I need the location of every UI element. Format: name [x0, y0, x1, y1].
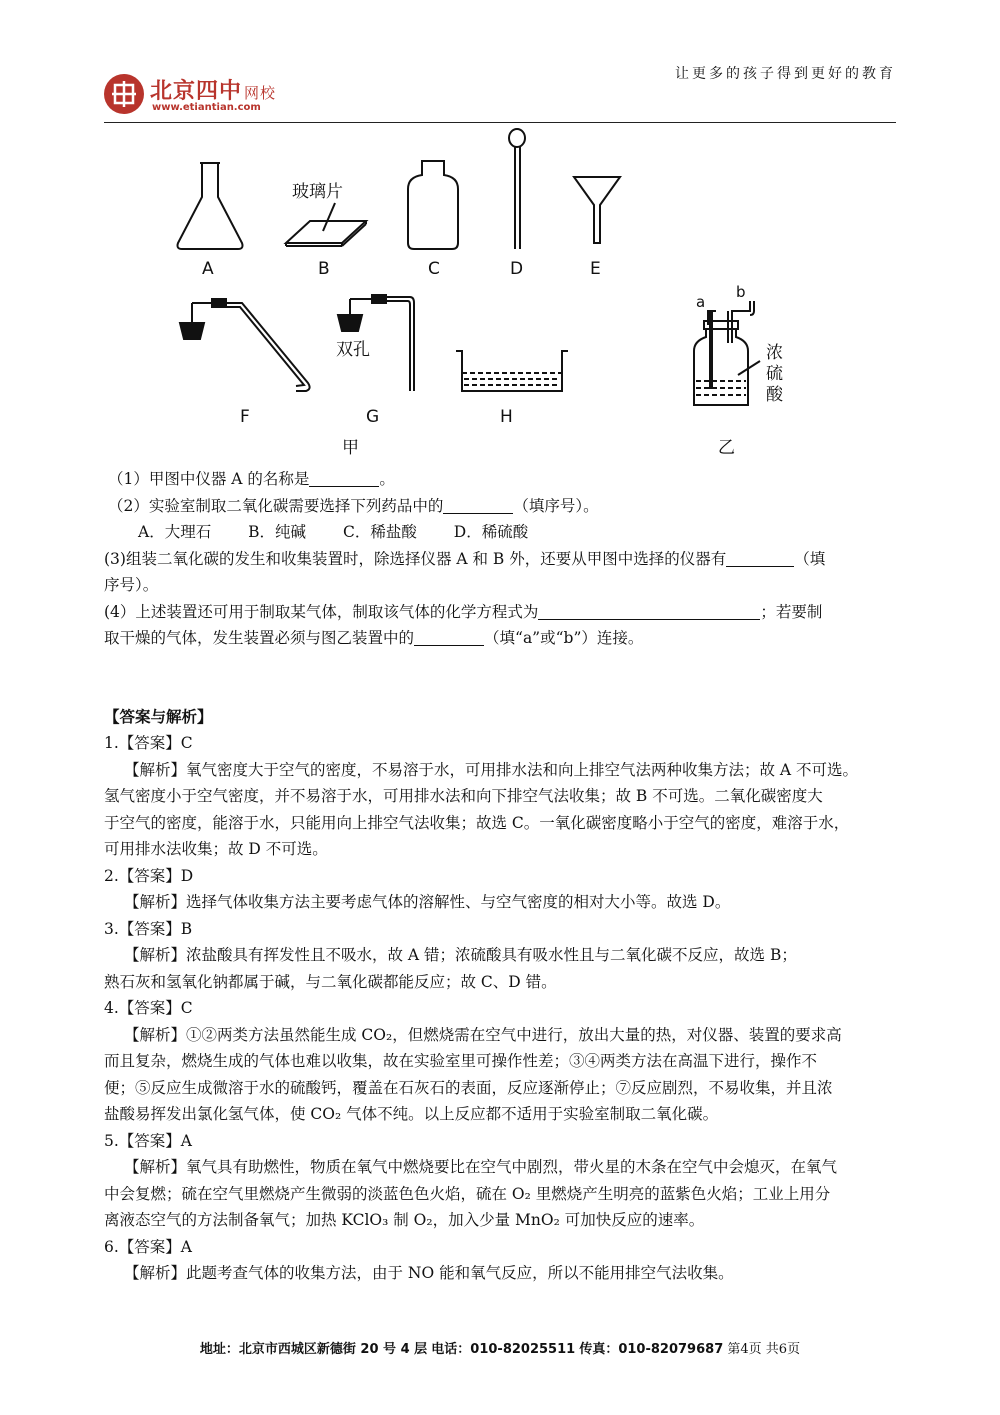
- label-e: E: [590, 259, 601, 279]
- stopper-bent-tube-icon: [180, 299, 310, 391]
- footer-page-number: 第4页 共6页: [727, 1342, 801, 1357]
- option-c: C．稀盐酸: [342, 523, 417, 541]
- option-a: A．大理石: [138, 523, 212, 541]
- answer-line: 熟石灰和氢氧化钠都属于碱，与二氧化碳都能反应；故 C、D 错。: [104, 972, 557, 991]
- answer-line: 而且复杂，燃烧生成的气体也难以收集，故在实验室里可操作性差；③④两类方法在高温下进行，操作不: [104, 1052, 818, 1070]
- option-b: B．纯碱: [248, 523, 307, 541]
- answer-blank[interactable]: [726, 548, 794, 567]
- label-b: B: [318, 259, 330, 279]
- footer-phone: 电话：010-82025511: [431, 1342, 576, 1357]
- answer-line: 便；⑤反应生成微溶于水的硫酸钙，覆盖在石灰石的表面，反应逐渐停止；⑦反应剧烈，不易收集，并且浓: [104, 1078, 833, 1097]
- gas-bottle-icon: [408, 161, 458, 249]
- answer-line: 2.【答案】D: [104, 866, 194, 885]
- label-glass-plate: 玻璃片: [292, 182, 343, 202]
- answer-line: 可用排水法收集；故 D 不可选。: [104, 840, 328, 858]
- header-divider: [104, 122, 896, 123]
- question-4-cont: 取干燥的气体，发生装置必须与图乙装置中的 （填“a”或“b”）连接。: [104, 629, 644, 647]
- answer-line: 【解析】氧气具有助燃性，物质在氧气中燃烧要比在空气中剧烈，带火星的木条在空气中会熄灭，在氧气: [124, 1158, 838, 1176]
- answer-line: 氢气密度小于空气密度，并不易溶于水，可用排水法和向下排空气法收集；故 B 不可选。二氧化碳密度大: [104, 787, 823, 805]
- label-concentrated-acid: 浓 硫 酸: [766, 343, 783, 405]
- question-3: (3)组装二氧化碳的发生和收集装置时，除选择仪器 A 和 B 外，还要从甲图中选择的仪器有 （填: [104, 549, 826, 568]
- conical-flask-icon: [178, 163, 243, 249]
- answer-line: 【解析】此题考查气体的收集方法，由于 NO 能和氧气反应，所以不能用排空气法收集。: [124, 1264, 734, 1282]
- apparatus-figure: [160, 125, 800, 460]
- answer-line: 5.【答案】A: [104, 1131, 192, 1150]
- page-header: [104, 60, 896, 124]
- caption-jia: 甲: [342, 438, 359, 458]
- logo-emblem-icon: [104, 74, 144, 114]
- question-3-cont: 序号）。: [104, 576, 159, 594]
- school-logo[interactable]: [104, 74, 304, 120]
- header-slogan: 让更多的孩子得到更好的教育: [675, 66, 896, 82]
- answer-line: 中会复燃；硫在空气里燃烧产生微弱的淡蓝色色火焰，硫在 O₂ 里燃烧产生明亮的蓝紫色火焰；工业上用分: [104, 1184, 831, 1203]
- answer-line: 于空气的密度，能溶于水，只能用向上排空气法收集；故选 C。一氧化碳密度略小于空气的密度，难溶于水，: [104, 813, 850, 832]
- answer-blank[interactable]: [309, 468, 379, 487]
- label-c: C: [428, 259, 440, 279]
- logo-name: 北京四中 网校: [150, 78, 277, 104]
- answer-line: 离液态空气的方法制备氧气；加热 KClO₃ 制 O₂，加入少量 MnO₂ 可加快反应的速率。: [104, 1211, 705, 1229]
- logo-url[interactable]: www.etiantian.com: [152, 102, 261, 113]
- label-d: D: [510, 259, 524, 279]
- water-trough-icon: [456, 351, 568, 391]
- long-neck-funnel-icon: [509, 129, 525, 249]
- label-g: G: [366, 407, 380, 427]
- answer-line: 【解析】浓盐酸具有挥发性且不吸水，故 A 错；浓硫酸具有吸水性且与二氧化碳不反应，故选 B；: [124, 946, 797, 964]
- question-2-options: [104, 519, 904, 546]
- footer-fax: 传真：010-82079687: [579, 1342, 724, 1357]
- label-f: F: [240, 407, 250, 427]
- option-d: D．稀硫酸: [453, 523, 529, 541]
- answer-line: 3.【答案】B: [104, 919, 193, 938]
- footer-address: 地址：北京市西城区新德街 20 号 4 层: [199, 1342, 428, 1357]
- answer-line: 【解析】氧气密度大于空气的密度，不易溶于水，可用排水法和向上排空气法两种收集方法；故 A 不可选。: [124, 760, 859, 779]
- answer-blank[interactable]: [414, 627, 484, 646]
- answer-blank[interactable]: [443, 495, 513, 514]
- label-a: A: [202, 259, 214, 279]
- question-1: （1）甲图中仪器 A 的名称是 。: [108, 470, 395, 488]
- question-2: （2）实验室制取二氧化碳需要选择下列药品中的 （填序号）。: [108, 496, 599, 515]
- answers-heading: 【答案与解析】: [104, 706, 213, 726]
- answer-line: 盐酸易挥发出氯化氢气体，使 CO₂ 气体不纯。以上反应都不适用于实验室制取二氧化碳。: [104, 1105, 719, 1123]
- caption-yi: 乙: [718, 438, 735, 458]
- page-footer: [0, 1338, 1000, 1357]
- document-body: [104, 466, 904, 1287]
- answer-line: 6.【答案】A: [104, 1237, 192, 1256]
- answer-blank[interactable]: [538, 601, 760, 620]
- label-port-a: a: [696, 293, 706, 311]
- funnel-icon: [574, 177, 620, 243]
- label-port-b: b: [736, 283, 746, 301]
- answer-line: 【解析】选择气体收集方法主要考虑气体的溶解性、与空气密度的相对大小等。故选 D。: [124, 893, 731, 911]
- label-h: H: [500, 407, 513, 427]
- answer-line: 1.【答案】C: [104, 734, 193, 752]
- label-double-hole: 双孔: [336, 340, 370, 360]
- gas-washing-bottle-icon: [694, 301, 760, 405]
- answer-line: 4.【答案】C: [104, 999, 193, 1017]
- answer-line: 【解析】①②两类方法虽然能生成 CO₂，但燃烧需在空气中进行，放出大量的热，对仪器、装置的要求高: [124, 1025, 842, 1044]
- question-4: (4）上述装置还可用于制取某气体，制取该气体的化学方程式为 ；若要制: [104, 602, 823, 621]
